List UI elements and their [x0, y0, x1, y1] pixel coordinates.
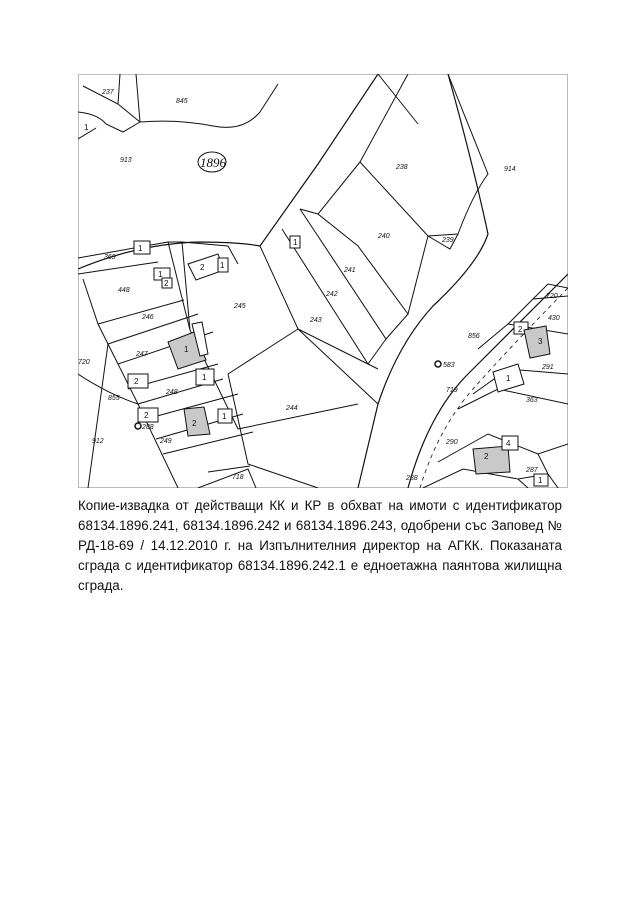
parcel-label: 242	[326, 291, 338, 298]
building-number: 1	[220, 261, 225, 270]
parcel-label: 246	[142, 314, 154, 321]
building-number: 1	[538, 476, 543, 485]
building-number: 4	[506, 439, 511, 448]
building-number: 1	[158, 270, 163, 279]
parcel-label: 720	[546, 293, 558, 300]
parcel-label: 287	[526, 467, 538, 474]
building-number: 1	[184, 345, 189, 354]
parcel-label: 249	[160, 438, 172, 445]
building-number: 2	[144, 411, 149, 420]
parcel-label: 914	[504, 166, 516, 173]
cadastral-map	[78, 74, 568, 488]
parcel-label: 363	[526, 397, 538, 404]
parcel-label: 238	[396, 164, 408, 171]
parcel-label: 856	[468, 333, 480, 340]
building-number: 2	[192, 419, 197, 428]
parcel-label: 290	[446, 439, 458, 446]
parcel-label: 845	[176, 98, 188, 105]
parcel-label: 291	[542, 364, 554, 371]
building-number: 2	[484, 452, 489, 461]
building-number: 1	[293, 238, 298, 247]
building-number: 2	[164, 279, 169, 288]
parcel-label: 855	[108, 395, 120, 402]
parcel-label: 245	[234, 303, 246, 310]
parcel-label: 241	[344, 267, 356, 274]
survey-point-icon	[435, 361, 441, 367]
parcel-label: 247	[136, 351, 148, 358]
survey-point-icon	[135, 423, 141, 429]
map-caption: Копие-извадка от действащи КК и КР в обхват на имоти с идентификатор 68134.1896.241, 68134.1896.242 и 68134.1896.243, одобрени със Заповед № РД-18-69 / 14.12.2010 г. на Изпълнителния директор на АГКК. Показаната сграда с идентификатор 68134.1896.242.1 е едноетажна паянтова жилищна сграда.	[78, 498, 562, 593]
building-number: 2	[200, 263, 205, 272]
parcel-label: 288	[142, 424, 154, 431]
parcel-label: 720	[78, 359, 90, 366]
building-number: 1	[222, 412, 227, 421]
parcel-label: 430	[548, 315, 560, 322]
parcel-label: 244	[286, 405, 298, 412]
parcel-label: 913	[120, 157, 132, 164]
parcel-label: 248	[166, 389, 178, 396]
sheet-number-label: 1896	[200, 155, 226, 170]
building-number: 1	[506, 374, 511, 383]
building-number: 1	[84, 123, 89, 132]
parcel-label: 243	[310, 317, 322, 324]
building-number: 3	[538, 337, 543, 346]
parcel-label: 912	[92, 438, 104, 445]
parcel-label: 448	[118, 287, 130, 294]
building-number: 1	[138, 244, 143, 253]
building-number: 2	[134, 377, 139, 386]
building-number: 1	[202, 373, 207, 382]
cadastral-map-drawing	[78, 74, 568, 488]
parcel-label: 240	[378, 233, 390, 240]
parcel-label: 288	[406, 475, 418, 482]
parcel-label: 718	[232, 474, 244, 481]
parcel-label: 719	[446, 387, 458, 394]
parcel-label: 237	[102, 89, 114, 96]
parcel-label: 583	[443, 362, 455, 369]
parcel-label: 369	[104, 254, 116, 261]
building-number: 2	[518, 325, 523, 334]
parcel-label: 239	[442, 237, 454, 244]
